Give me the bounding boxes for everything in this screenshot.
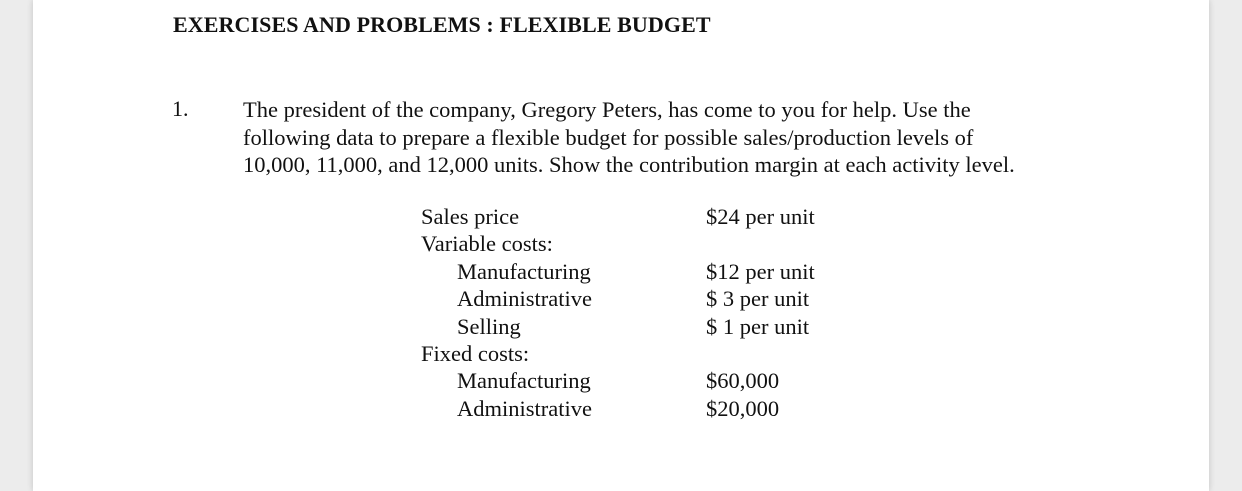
variable-administrative-label: Administrative <box>457 286 592 312</box>
variable-manufacturing-label: Manufacturing <box>457 258 591 284</box>
question-line: The president of the company, Gregory Peters, has come to you for help. Use the <box>243 97 971 122</box>
sales-price-row <box>421 204 881 231</box>
variable-manufacturing-row <box>421 259 881 286</box>
document-page <box>33 0 1209 491</box>
question-number: 1. <box>172 96 189 121</box>
fixed-manufacturing-label: Manufacturing <box>457 368 591 394</box>
variable-manufacturing-value: $12 per unit <box>706 258 815 284</box>
variable-costs-heading-row <box>421 231 881 258</box>
cost-data-table <box>421 204 881 423</box>
page-title: EXERCISES AND PROBLEMS : FLEXIBLE BUDGET <box>173 12 711 37</box>
sales-price-label: Sales price <box>421 204 520 229</box>
variable-administrative-value: $ 3 per unit <box>706 286 810 312</box>
variable-selling-label: Selling <box>457 313 521 339</box>
fixed-administrative-row <box>421 396 881 423</box>
fixed-costs-heading: Fixed costs: <box>421 340 530 366</box>
fixed-administrative-value: $20,000 <box>706 395 780 421</box>
variable-selling-value: $ 1 per unit <box>706 313 810 339</box>
fixed-manufacturing-value: $60,000 <box>706 368 780 394</box>
fixed-manufacturing-row <box>421 368 881 395</box>
question-text <box>243 96 1123 179</box>
fixed-costs-heading-row <box>421 341 881 368</box>
question-line: 10,000, 11,000, and 12,000 units. Show the contribution margin at each activity level. <box>243 152 1015 177</box>
variable-administrative-row <box>421 286 881 313</box>
variable-selling-row <box>421 314 881 341</box>
variable-costs-heading: Variable costs: <box>421 231 553 257</box>
question-line: following data to prepare a flexible budget for possible sales/production levels of <box>243 124 974 150</box>
fixed-administrative-label: Administrative <box>457 395 592 421</box>
sales-price-value: $24 per unit <box>706 204 815 229</box>
